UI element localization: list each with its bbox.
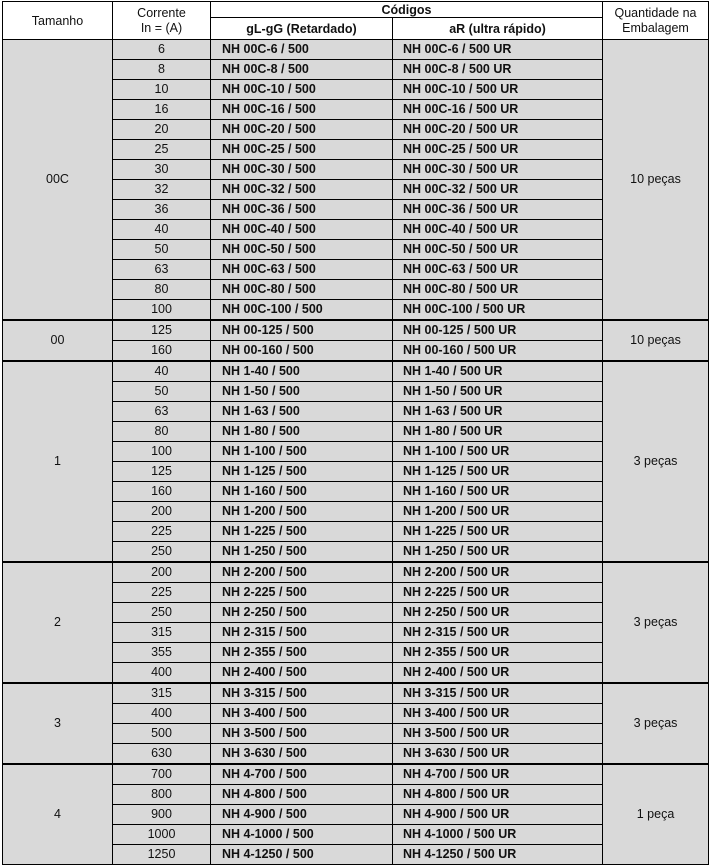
current-cell: 8 xyxy=(113,60,211,80)
ar-code-cell: NH 3-630 / 500 UR xyxy=(393,744,603,765)
header-quantidade-line1: Quantidade na xyxy=(614,5,697,20)
current-cell: 40 xyxy=(113,361,211,382)
gl-gg-code-cell: NH 4-800 / 500 xyxy=(211,785,393,805)
ar-code-cell: NH 2-315 / 500 UR xyxy=(393,623,603,643)
ar-code-cell: NH 00C-16 / 500 UR xyxy=(393,100,603,120)
ar-code-cell: NH 2-225 / 500 UR xyxy=(393,583,603,603)
gl-gg-code-cell: NH 00C-50 / 500 xyxy=(211,240,393,260)
gl-gg-code-cell: NH 00C-6 / 500 xyxy=(211,40,393,60)
current-cell: 50 xyxy=(113,240,211,260)
size-cell: 00C xyxy=(3,40,113,321)
ar-code-cell: NH 3-315 / 500 UR xyxy=(393,683,603,704)
current-cell: 400 xyxy=(113,663,211,684)
gl-gg-code-cell: NH 00-160 / 500 xyxy=(211,341,393,362)
ar-code-cell: NH 00C-80 / 500 UR xyxy=(393,280,603,300)
gl-gg-code-cell: NH 3-315 / 500 xyxy=(211,683,393,704)
quantity-cell: 3 peças xyxy=(603,683,709,764)
gl-gg-code-cell: NH 1-63 / 500 xyxy=(211,402,393,422)
current-cell: 315 xyxy=(113,623,211,643)
gl-gg-code-cell: NH 2-225 / 500 xyxy=(211,583,393,603)
gl-gg-code-cell: NH 2-355 / 500 xyxy=(211,643,393,663)
gl-gg-code-cell: NH 00C-8 / 500 xyxy=(211,60,393,80)
fuse-codes-table xyxy=(2,1,709,865)
ar-code-cell: NH 1-100 / 500 UR xyxy=(393,442,603,462)
current-cell: 700 xyxy=(113,764,211,785)
current-cell: 16 xyxy=(113,100,211,120)
header-gl-gg xyxy=(211,18,393,40)
ar-code-cell: NH 00-160 / 500 UR xyxy=(393,341,603,362)
current-cell: 125 xyxy=(113,462,211,482)
current-cell: 30 xyxy=(113,160,211,180)
gl-gg-code-cell: NH 4-900 / 500 xyxy=(211,805,393,825)
gl-gg-code-cell: NH 00C-100 / 500 xyxy=(211,300,393,321)
current-cell: 20 xyxy=(113,120,211,140)
gl-gg-code-cell: NH 00C-25 / 500 xyxy=(211,140,393,160)
gl-gg-code-cell: NH 4-1250 / 500 xyxy=(211,845,393,865)
table-row xyxy=(3,683,709,704)
gl-gg-code-cell: NH 00C-63 / 500 xyxy=(211,260,393,280)
ar-code-cell: NH 1-160 / 500 UR xyxy=(393,482,603,502)
current-cell: 200 xyxy=(113,562,211,583)
current-cell: 36 xyxy=(113,200,211,220)
gl-gg-code-cell: NH 1-250 / 500 xyxy=(211,542,393,563)
table-row xyxy=(3,361,709,382)
current-cell: 25 xyxy=(113,140,211,160)
ar-code-cell: NH 1-225 / 500 UR xyxy=(393,522,603,542)
ar-code-cell: NH 4-1000 / 500 UR xyxy=(393,825,603,845)
current-cell: 63 xyxy=(113,402,211,422)
gl-gg-code-cell: NH 00C-20 / 500 xyxy=(211,120,393,140)
size-cell: 2 xyxy=(3,562,113,683)
header-tamanho xyxy=(3,2,113,40)
header-corrente-line2: In = (A) xyxy=(140,20,183,35)
size-cell: 1 xyxy=(3,361,113,562)
current-cell: 200 xyxy=(113,502,211,522)
current-cell: 10 xyxy=(113,80,211,100)
ar-code-cell: NH 4-800 / 500 UR xyxy=(393,785,603,805)
table-row xyxy=(3,764,709,785)
current-cell: 250 xyxy=(113,542,211,563)
gl-gg-code-cell: NH 00-125 / 500 xyxy=(211,320,393,341)
gl-gg-code-cell: NH 2-315 / 500 xyxy=(211,623,393,643)
ar-code-cell: NH 4-700 / 500 UR xyxy=(393,764,603,785)
ar-code-cell: NH 2-250 / 500 UR xyxy=(393,603,603,623)
quantity-cell: 10 peças xyxy=(603,320,709,361)
gl-gg-code-cell: NH 2-250 / 500 xyxy=(211,603,393,623)
ar-code-cell: NH 00C-63 / 500 UR xyxy=(393,260,603,280)
ar-code-cell: NH 00-125 / 500 UR xyxy=(393,320,603,341)
size-cell: 4 xyxy=(3,764,113,865)
current-cell: 800 xyxy=(113,785,211,805)
size-cell: 00 xyxy=(3,320,113,361)
current-cell: 315 xyxy=(113,683,211,704)
ar-code-cell: NH 3-500 / 500 UR xyxy=(393,724,603,744)
gl-gg-code-cell: NH 1-200 / 500 xyxy=(211,502,393,522)
table-row xyxy=(3,40,709,60)
quantity-cell: 3 peças xyxy=(603,562,709,683)
current-cell: 80 xyxy=(113,422,211,442)
gl-gg-code-cell: NH 3-400 / 500 xyxy=(211,704,393,724)
gl-gg-code-cell: NH 2-200 / 500 xyxy=(211,562,393,583)
header-quantidade-line2: Embalagem xyxy=(622,20,689,35)
current-cell: 80 xyxy=(113,280,211,300)
gl-gg-code-cell: NH 1-40 / 500 xyxy=(211,361,393,382)
ar-code-cell: NH 00C-40 / 500 UR xyxy=(393,220,603,240)
ar-code-cell: NH 00C-100 / 500 UR xyxy=(393,300,603,321)
ar-code-cell: NH 1-125 / 500 UR xyxy=(393,462,603,482)
header-corrente xyxy=(113,2,211,40)
ar-code-cell: NH 00C-8 / 500 UR xyxy=(393,60,603,80)
gl-gg-code-cell: NH 4-700 / 500 xyxy=(211,764,393,785)
ar-code-cell: NH 3-400 / 500 UR xyxy=(393,704,603,724)
quantity-cell: 10 peças xyxy=(603,40,709,321)
ar-code-cell: NH 2-355 / 500 UR xyxy=(393,643,603,663)
gl-gg-code-cell: NH 1-100 / 500 xyxy=(211,442,393,462)
gl-gg-code-cell: NH 00C-10 / 500 xyxy=(211,80,393,100)
ar-code-cell: NH 1-80 / 500 UR xyxy=(393,422,603,442)
current-cell: 63 xyxy=(113,260,211,280)
ar-code-cell: NH 00C-25 / 500 UR xyxy=(393,140,603,160)
current-cell: 100 xyxy=(113,300,211,321)
header-gl-gg-label: gL-gG (Retardado) xyxy=(246,21,357,36)
gl-gg-code-cell: NH 1-125 / 500 xyxy=(211,462,393,482)
ar-code-cell: NH 00C-36 / 500 UR xyxy=(393,200,603,220)
current-cell: 50 xyxy=(113,382,211,402)
current-cell: 355 xyxy=(113,643,211,663)
ar-code-cell: NH 2-200 / 500 UR xyxy=(393,562,603,583)
table-row xyxy=(3,320,709,341)
current-cell: 225 xyxy=(113,522,211,542)
ar-code-cell: NH 00C-6 / 500 UR xyxy=(393,40,603,60)
gl-gg-code-cell: NH 1-225 / 500 xyxy=(211,522,393,542)
header-ar-label: aR (ultra rápido) xyxy=(449,21,546,36)
current-cell: 32 xyxy=(113,180,211,200)
current-cell: 6 xyxy=(113,40,211,60)
current-cell: 100 xyxy=(113,442,211,462)
header-codigos-label: Códigos xyxy=(381,2,432,17)
header-ar xyxy=(393,18,603,40)
ar-code-cell: NH 1-250 / 500 UR xyxy=(393,542,603,563)
header-codigos xyxy=(211,2,603,18)
current-cell: 160 xyxy=(113,482,211,502)
current-cell: 125 xyxy=(113,320,211,341)
ar-code-cell: NH 2-400 / 500 UR xyxy=(393,663,603,684)
gl-gg-code-cell: NH 1-160 / 500 xyxy=(211,482,393,502)
ar-code-cell: NH 00C-10 / 500 UR xyxy=(393,80,603,100)
quantity-cell: 1 peça xyxy=(603,764,709,865)
current-cell: 225 xyxy=(113,583,211,603)
current-cell: 40 xyxy=(113,220,211,240)
ar-code-cell: NH 00C-32 / 500 UR xyxy=(393,180,603,200)
current-cell: 900 xyxy=(113,805,211,825)
ar-code-cell: NH 00C-30 / 500 UR xyxy=(393,160,603,180)
gl-gg-code-cell: NH 4-1000 / 500 xyxy=(211,825,393,845)
ar-code-cell: NH 00C-50 / 500 UR xyxy=(393,240,603,260)
gl-gg-code-cell: NH 3-500 / 500 xyxy=(211,724,393,744)
ar-code-cell: NH 00C-20 / 500 UR xyxy=(393,120,603,140)
gl-gg-code-cell: NH 00C-80 / 500 xyxy=(211,280,393,300)
ar-code-cell: NH 1-63 / 500 UR xyxy=(393,402,603,422)
table-body xyxy=(3,40,709,865)
gl-gg-code-cell: NH 2-400 / 500 xyxy=(211,663,393,684)
gl-gg-code-cell: NH 00C-40 / 500 xyxy=(211,220,393,240)
current-cell: 1000 xyxy=(113,825,211,845)
gl-gg-code-cell: NH 00C-36 / 500 xyxy=(211,200,393,220)
ar-code-cell: NH 1-40 / 500 UR xyxy=(393,361,603,382)
header-quantidade xyxy=(603,2,709,40)
ar-code-cell: NH 1-50 / 500 UR xyxy=(393,382,603,402)
header-corrente-line1: Corrente xyxy=(137,5,186,20)
gl-gg-code-cell: NH 00C-30 / 500 xyxy=(211,160,393,180)
ar-code-cell: NH 4-900 / 500 UR xyxy=(393,805,603,825)
header-tamanho-label: Tamanho xyxy=(31,13,84,28)
ar-code-cell: NH 4-1250 / 500 UR xyxy=(393,845,603,865)
ar-code-cell: NH 1-200 / 500 UR xyxy=(393,502,603,522)
gl-gg-code-cell: NH 3-630 / 500 xyxy=(211,744,393,765)
gl-gg-code-cell: NH 1-50 / 500 xyxy=(211,382,393,402)
gl-gg-code-cell: NH 00C-32 / 500 xyxy=(211,180,393,200)
current-cell: 250 xyxy=(113,603,211,623)
current-cell: 400 xyxy=(113,704,211,724)
gl-gg-code-cell: NH 00C-16 / 500 xyxy=(211,100,393,120)
current-cell: 630 xyxy=(113,744,211,765)
quantity-cell: 3 peças xyxy=(603,361,709,562)
size-cell: 3 xyxy=(3,683,113,764)
gl-gg-code-cell: NH 1-80 / 500 xyxy=(211,422,393,442)
current-cell: 500 xyxy=(113,724,211,744)
table-row xyxy=(3,562,709,583)
current-cell: 160 xyxy=(113,341,211,362)
current-cell: 1250 xyxy=(113,845,211,865)
